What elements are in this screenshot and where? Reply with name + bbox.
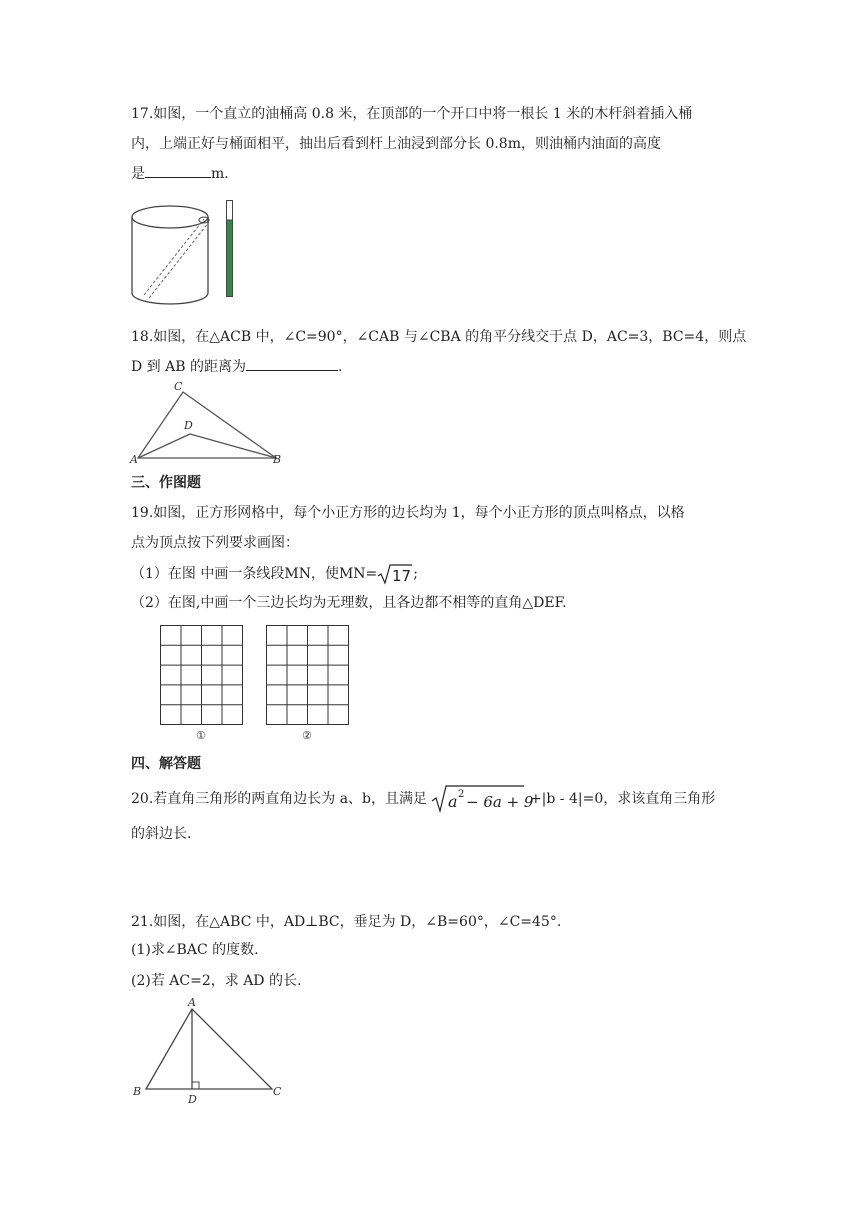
q19-item1-end: ; [413, 566, 418, 582]
q20-line1-prefix: 20.若直角三角形的两直角边长为 a、b，且满足 [131, 791, 428, 807]
q18-line2 [131, 356, 342, 377]
q18-line1: 18.如图，在△ACB 中，∠C=90°，∠CAB 与∠CBA 的角平分线交于点 D，AC=3，BC=4，则点 [131, 329, 747, 345]
q17-line1: 17.如图，一个直立的油桶高 0.8 米，在顶部的一个开口中将一根长 1 米的木杆斜着插入桶 [131, 106, 693, 122]
q17-line3-suffix: m. [211, 166, 229, 182]
q18-line2-prefix: D 到 AB 的距离为 [131, 359, 246, 375]
q21-label-a: A [188, 996, 196, 1009]
q19-item1-text: （1）在图 中画一条线段MN，使MN= [131, 566, 378, 582]
grid-figure-2 [266, 625, 350, 745]
q21-label-c: C [273, 1085, 282, 1098]
triangle-acb-figure [128, 380, 288, 465]
triangle-abc-figure [130, 995, 290, 1105]
q17-answer-blank[interactable] [145, 163, 211, 178]
q19-line2: 点为顶点按下列要求画图： [131, 535, 299, 551]
q20-line1 [131, 784, 715, 814]
sqrt-expression-exponent: 2 [458, 789, 465, 800]
grid-1-label: ① [196, 729, 206, 742]
q21-line1: 21.如图，在△ABC 中，AD⊥BC，垂足为 D，∠B=60°，∠C=45°. [131, 914, 562, 930]
q17-line3-prefix: 是 [131, 166, 145, 182]
q20-line1-suffix: +|b - 4|=0，求该直角三角形 [529, 791, 716, 807]
grid-2-label: ② [302, 729, 312, 742]
q19-line1: 19.如图，正方形网格中，每个小正方形的边长均为 1，每个小正方形的顶点叫格点，以格 [131, 505, 685, 521]
q18-answer-blank[interactable] [246, 356, 338, 371]
sqrt-expression [431, 784, 534, 814]
q18-label-c: C [174, 380, 183, 393]
section-3-heading: 三、作图题 [131, 475, 201, 491]
q21-label-d: D [188, 1093, 197, 1106]
wooden-rod-figure [226, 200, 234, 300]
sqrt-17-radicand: 17 [392, 567, 412, 585]
q18-label-b: B [273, 453, 282, 466]
q18-label-a: A [130, 453, 138, 466]
q20-line2: 的斜边长. [131, 826, 192, 842]
q17-line3 [131, 163, 229, 184]
sqrt-17 [377, 562, 413, 586]
q18-label-d: D [184, 419, 193, 432]
q21-line2: (1)求∠BAC 的度数. [131, 942, 259, 958]
q21-line3: (2)若 AC=2，求 AD 的长. [131, 973, 302, 989]
q19-item2: （2）在图,中画一个三边长均为无理数，且各边都不相等的直角△DEF. [131, 595, 567, 611]
q18-line2-suffix: . [337, 359, 343, 375]
section-4-heading: 四、解答题 [131, 756, 201, 772]
grid-figure-1 [160, 625, 244, 745]
q17-line2: 内，上端正好与桶面相平，抽出后看到杆上油浸到部分长 0.8m，则油桶内油面的高度 [131, 136, 661, 152]
sqrt-expression-rest: − 6a + 9 [466, 793, 534, 811]
q19-item1 [131, 562, 418, 586]
q21-label-b: B [133, 1085, 142, 1098]
sqrt-expression-a: a [448, 792, 459, 811]
